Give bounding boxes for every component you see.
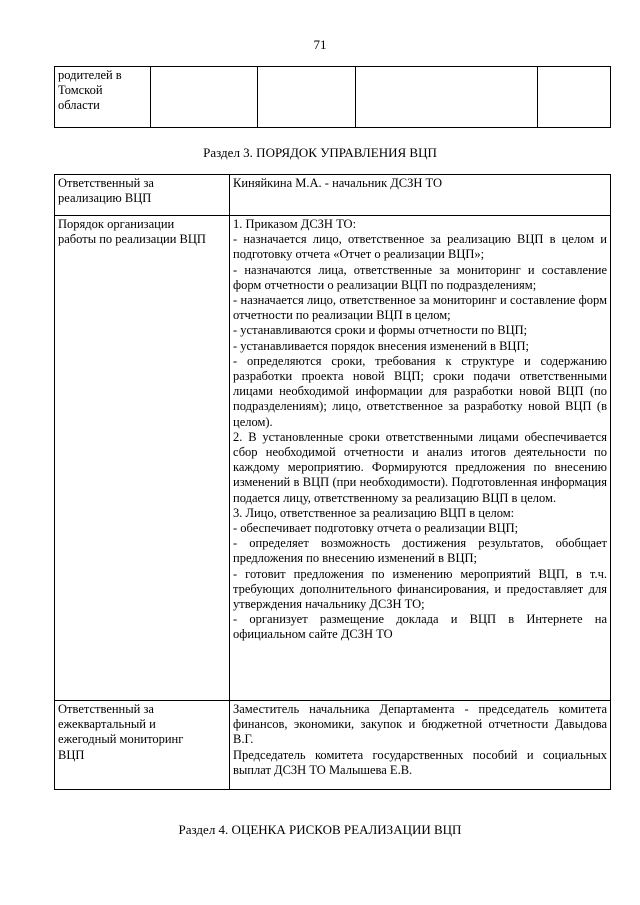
paragraph: - обеспечивает подготовку отчета о реализации ВЦП;: [233, 521, 519, 536]
row-label: [55, 701, 230, 790]
paragraph: Заместитель начальника Департамента - председатель комитета финансов, экономики, закупок и бюджетной отчетности Давыдова В.Г.: [233, 702, 607, 747]
cell-text-line: области: [58, 98, 100, 113]
label-line: ВЦП: [58, 747, 85, 762]
paragraph: - назначается лицо, ответственное за мониторинг и составление форм отчетности по реализации ВЦП в целом;: [233, 293, 607, 323]
table-cell-empty: [258, 67, 356, 128]
continuation-table: [54, 66, 611, 128]
paragraph: Председатель комитета государственных пособий и социальных выплат ДСЗН ТО Малышева Е.В.: [233, 747, 607, 777]
paragraph: - назначаются лица, ответственные за мониторинг и составление форм отчетности о реализации ВЦП по подразделениям;: [233, 262, 607, 292]
row-value: [230, 216, 611, 701]
paragraph: 3. Лицо, ответственное за реализацию ВЦП в целом:: [233, 505, 515, 520]
paragraph: - устанавливаются сроки и формы отчетности по ВЦП;: [233, 323, 528, 338]
paragraph: - устанавливается порядок внесения изменений в ВЦП;: [233, 338, 529, 353]
table-row-responsible: [55, 175, 611, 216]
table-row-order: [55, 216, 611, 701]
paragraph: - организует размещение доклада и ВЦП в Интернете на официальном сайте ДСЗН ТО: [233, 612, 607, 642]
label-line: Ответственный за: [58, 176, 154, 190]
cell-text-line: Томской: [58, 83, 103, 98]
row-value: [230, 701, 611, 790]
paragraph: - определяет возможность достижения результатов, обобщает предложения по внесению изменений в ВЦП;: [233, 536, 607, 566]
row-value: Киняйкина М.А. - начальник ДСЗН ТО: [230, 175, 611, 216]
paragraph: 2. В установленные сроки ответственными лицами обеспечивается сбор необходимой отчетности и анализ итогов деятельности по каждому мероприятию. Формируются предложения по внесению изменений в ВЦП (при необходимости). Подготовленная информация подается лицу, ответственному за реализацию ВЦП в целом.: [233, 429, 607, 505]
table-cell-empty: [538, 67, 611, 128]
table-row-monitoring: [55, 701, 611, 790]
label-line: Ответственный за: [58, 702, 154, 716]
label-line: работы по реализации ВЦП: [58, 232, 206, 247]
row-label: [55, 216, 230, 701]
label-line: Порядок организации: [58, 217, 175, 231]
label-line: реализацию ВЦП: [58, 191, 152, 206]
section-4-title: Раздел 4. ОЦЕНКА РИСКОВ РЕАЛИЗАЦИИ ВЦП: [178, 822, 462, 837]
table-row: [55, 67, 611, 128]
section-3-title: Раздел 3. ПОРЯДОК УПРАВЛЕНИЯ ВЦП: [203, 145, 437, 160]
table-cell-empty: [356, 67, 538, 128]
paragraph: - назначается лицо, ответственное за реализацию ВЦП в целом и подготовку отчета «Отчет о реализации ВЦП»;: [233, 232, 607, 262]
table-cell: [55, 67, 151, 128]
paragraph: 1. Приказом ДСЗН ТО:: [233, 217, 357, 231]
paragraph: - определяются сроки, требования к структуре и содержанию разработки проекта новой ВЦП; сроки подачи ответственными лицами необходимой информации для разработки новой ВЦП (по подразделениям); лицо, ответственное за разработку новой ВЦП (в целом).: [233, 353, 607, 429]
table-cell-empty: [151, 67, 258, 128]
label-line: ежегодный мониторинг: [58, 732, 184, 747]
management-table: [54, 174, 611, 790]
row-label: [55, 175, 230, 216]
label-line: ежеквартальный и: [58, 717, 156, 732]
cell-text-line: родителей в: [58, 68, 122, 82]
page-number: 71: [313, 37, 327, 52]
paragraph: - готовит предложения по изменению мероприятий ВЦП, в т.ч. требующих дополнительного финансирования, и предоставляет для утверждения начальнику ДСЗН ТО;: [233, 566, 607, 612]
